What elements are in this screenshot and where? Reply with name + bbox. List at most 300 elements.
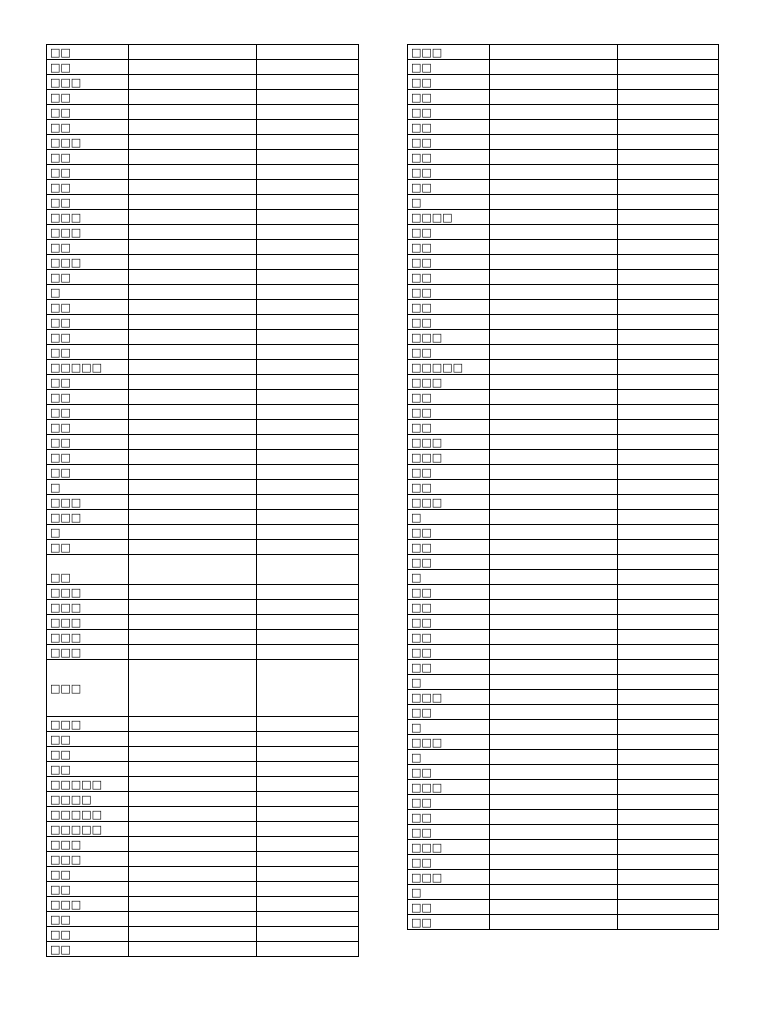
right-table-row-label: □□ [408, 420, 490, 435]
right-table-empty-cell [490, 795, 618, 810]
left-table-row-label: □□□□□ [47, 807, 129, 822]
right-table-empty-cell [618, 645, 719, 660]
right-table-row [408, 600, 719, 615]
right-table-row-label: □□ [408, 135, 490, 150]
right-table-empty-cell [490, 540, 618, 555]
right-table-empty-cell [618, 675, 719, 690]
left-table-empty-cell [257, 732, 359, 747]
right-table-empty-cell [618, 570, 719, 585]
right-table-row-label: □□ [408, 705, 490, 720]
left-table-empty-cell [129, 615, 257, 630]
left-table-empty-cell [257, 882, 359, 897]
right-table-row [408, 195, 719, 210]
left-table-empty-cell [129, 717, 257, 732]
right-table-empty-cell [618, 885, 719, 900]
right-table-row-label: □□ [408, 120, 490, 135]
right-table-empty-cell [618, 225, 719, 240]
right-table-row-label: □□□ [408, 495, 490, 510]
right-table-empty-cell [490, 765, 618, 780]
right-table-row [408, 360, 719, 375]
left-table-empty-cell [257, 405, 359, 420]
right-table-empty-cell [618, 120, 719, 135]
right-table-empty-cell [618, 525, 719, 540]
right-table-row-label: □ [408, 510, 490, 525]
right-table-row [408, 915, 719, 930]
left-table-empty-cell [129, 345, 257, 360]
left-table-empty-cell [257, 420, 359, 435]
left-table-row [47, 420, 359, 435]
left-table-empty-cell [257, 360, 359, 375]
left-table-row [47, 450, 359, 465]
right-table-row-label: □□ [408, 795, 490, 810]
left-table-row-label: □□ [47, 60, 129, 75]
right-table-empty-cell [490, 495, 618, 510]
right-table-empty-cell [618, 210, 719, 225]
right-table-row [408, 780, 719, 795]
right-table-row [408, 405, 719, 420]
left-table-row [47, 285, 359, 300]
left-table-empty-cell [257, 867, 359, 882]
left-table-row [47, 390, 359, 405]
right-table-row-label: □□ [408, 525, 490, 540]
right-table-row [408, 675, 719, 690]
right-table-empty-cell [490, 825, 618, 840]
left-table-row-label: □□□ [47, 660, 129, 717]
left-table-empty-cell [257, 75, 359, 90]
right-table-empty-cell [618, 915, 719, 930]
left-table-empty-cell [129, 942, 257, 957]
right-table-row-label: □□ [408, 285, 490, 300]
right-table-empty-cell [618, 795, 719, 810]
right-table-empty-cell [618, 420, 719, 435]
right-table-row [408, 465, 719, 480]
left-table-empty-cell [257, 495, 359, 510]
right-table-empty-cell [490, 840, 618, 855]
right-table-empty-cell [490, 240, 618, 255]
right-table-row [408, 270, 719, 285]
right-table-row-label: □□□ [408, 780, 490, 795]
right-table-row [408, 585, 719, 600]
left-table-row [47, 717, 359, 732]
right-table-empty-cell [618, 345, 719, 360]
right-table-empty-cell [618, 870, 719, 885]
right-table-row [408, 630, 719, 645]
right-table-empty-cell [490, 570, 618, 585]
left-table-empty-cell [129, 777, 257, 792]
right-table-row [408, 225, 719, 240]
left-table-empty-cell [129, 300, 257, 315]
left-table-row-label: □□□ [47, 852, 129, 867]
left-table-row [47, 777, 359, 792]
right-table-row-label: □□ [408, 255, 490, 270]
right-table-empty-cell [490, 420, 618, 435]
right-table-row [408, 420, 719, 435]
left-table-row-label: □□ [47, 747, 129, 762]
right-table-empty-cell [618, 285, 719, 300]
left-table-empty-cell [257, 390, 359, 405]
left-table-row-label: □□ [47, 45, 129, 60]
right-table-row-label: □□ [408, 615, 490, 630]
left-table-empty-cell [129, 165, 257, 180]
right-table-row-label: □□□ [408, 375, 490, 390]
right-table-row [408, 75, 719, 90]
left-table-empty-cell [129, 867, 257, 882]
left-table-empty-cell [129, 330, 257, 345]
right-table-empty-cell [618, 390, 719, 405]
left-table-row [47, 345, 359, 360]
left-table-empty-cell [257, 225, 359, 240]
right-table-empty-cell [618, 585, 719, 600]
right-table-empty-cell [490, 450, 618, 465]
right-table-row-label: □□ [408, 300, 490, 315]
left-table-empty-cell [257, 837, 359, 852]
left-table-row-label: □□□ [47, 630, 129, 645]
right-table-row [408, 705, 719, 720]
left-table-row-label: □□□□□ [47, 822, 129, 837]
right-table-empty-cell [618, 450, 719, 465]
right-table-row [408, 60, 719, 75]
right-table-body [408, 45, 719, 930]
left-table-empty-cell [257, 480, 359, 495]
right-table-row-label: □□□ [408, 330, 490, 345]
right-table-empty-cell [618, 840, 719, 855]
right-table-row-label: □□ [408, 180, 490, 195]
right-table-row [408, 480, 719, 495]
left-table-empty-cell [129, 525, 257, 540]
left-table-row-label: □□ [47, 105, 129, 120]
left-table-empty-cell [129, 600, 257, 615]
right-table-empty-cell [618, 705, 719, 720]
right-table-empty-cell [618, 315, 719, 330]
right-table-empty-cell [618, 150, 719, 165]
right-table-row-label: □□ [408, 600, 490, 615]
left-table-empty-cell [257, 897, 359, 912]
right-table-empty-cell [618, 435, 719, 450]
left-table-row [47, 822, 359, 837]
right-table-row-label: □□□ [408, 840, 490, 855]
right-table-row-label: □□ [408, 585, 490, 600]
right-table-row-label: □□□ [408, 735, 490, 750]
left-table-row [47, 585, 359, 600]
left-table-empty-cell [257, 135, 359, 150]
left-table-row [47, 360, 359, 375]
left-table-row-label: □□□ [47, 255, 129, 270]
left-table-empty-cell [129, 450, 257, 465]
left-table-empty-cell [129, 420, 257, 435]
right-table-empty-cell [490, 360, 618, 375]
left-table-row-label: □□□ [47, 645, 129, 660]
right-table-row [408, 495, 719, 510]
left-table-empty-cell [257, 630, 359, 645]
right-table-row [408, 795, 719, 810]
right-table-row-label: □□ [408, 810, 490, 825]
left-table-row-label: □ [47, 525, 129, 540]
left-table-empty-cell [257, 210, 359, 225]
left-table-row [47, 60, 359, 75]
left-table-empty-cell [257, 285, 359, 300]
left-table-empty-cell [129, 120, 257, 135]
left-table-row-label: □□ [47, 465, 129, 480]
left-table-empty-cell [129, 150, 257, 165]
right-table-empty-cell [618, 105, 719, 120]
left-table-row-label: □□ [47, 300, 129, 315]
right-table-row [408, 345, 719, 360]
left-table-empty-cell [257, 717, 359, 732]
left-table-row-label: □□□ [47, 210, 129, 225]
left-table-empty-cell [257, 660, 359, 717]
left-table-row [47, 270, 359, 285]
left-table-row-label: □□ [47, 762, 129, 777]
right-table-empty-cell [490, 915, 618, 930]
left-table-empty-cell [257, 510, 359, 525]
right-table-empty-cell [618, 900, 719, 915]
left-table-row [47, 135, 359, 150]
right-table-empty-cell [618, 510, 719, 525]
left-table-row-label: □□ [47, 450, 129, 465]
left-table-row [47, 105, 359, 120]
right-table-empty-cell [618, 330, 719, 345]
left-table-empty-cell [257, 942, 359, 957]
right-table-empty-cell [490, 60, 618, 75]
left-table-row-label: □□ [47, 732, 129, 747]
left-table-row-label: □ [47, 285, 129, 300]
right-table-row-label: □□ [408, 630, 490, 645]
left-table-row-label: □□□ [47, 615, 129, 630]
left-table-row-label: □□□ [47, 600, 129, 615]
right-table-empty-cell [490, 750, 618, 765]
left-table-empty-cell [129, 852, 257, 867]
left-table-empty-cell [129, 360, 257, 375]
right-table-row [408, 435, 719, 450]
left-table-empty-cell [257, 792, 359, 807]
right-table-row [408, 150, 719, 165]
left-table-empty-cell [129, 180, 257, 195]
left-table-row-label: □□ [47, 165, 129, 180]
left-table-empty-cell [257, 555, 359, 585]
left-table-row [47, 465, 359, 480]
left-table-row-label: □□ [47, 390, 129, 405]
left-table-row [47, 90, 359, 105]
left-table-empty-cell [257, 807, 359, 822]
right-table-row-label: □□ [408, 645, 490, 660]
left-table-row-label: □□□ [47, 510, 129, 525]
right-table-row [408, 105, 719, 120]
right-table-empty-cell [490, 225, 618, 240]
right-table-empty-cell [490, 780, 618, 795]
left-table-row [47, 300, 359, 315]
left-table-row [47, 240, 359, 255]
left-table-empty-cell [257, 60, 359, 75]
left-table-empty-cell [129, 882, 257, 897]
right-table-row [408, 210, 719, 225]
right-table-row [408, 375, 719, 390]
right-table-row-label: □□ [408, 60, 490, 75]
right-table-empty-cell [618, 735, 719, 750]
left-table-row-label: □□□□□ [47, 777, 129, 792]
left-table-empty-cell [257, 150, 359, 165]
right-table-row [408, 690, 719, 705]
right-table-row-label: □□□ [408, 870, 490, 885]
right-table-row-label: □□ [408, 900, 490, 915]
right-table-empty-cell [618, 495, 719, 510]
right-table-empty-cell [618, 405, 719, 420]
left-table-row-label: □□ [47, 375, 129, 390]
right-table-row-label: □□ [408, 105, 490, 120]
left-table-empty-cell [129, 255, 257, 270]
left-table-row [47, 180, 359, 195]
right-table-empty-cell [490, 270, 618, 285]
left-table-row [47, 645, 359, 660]
right-table-empty-cell [618, 765, 719, 780]
right-table-row-label: □□ [408, 465, 490, 480]
right-table-empty-cell [490, 90, 618, 105]
left-table-row-label: □□ [47, 555, 129, 585]
left-table-empty-cell [257, 195, 359, 210]
left-table-row-label: □□□ [47, 135, 129, 150]
right-table-empty-cell [490, 555, 618, 570]
left-table-row [47, 807, 359, 822]
left-table-empty-cell [129, 225, 257, 240]
right-table-empty-cell [618, 540, 719, 555]
left-table-row [47, 75, 359, 90]
right-table-row-label: □□ [408, 855, 490, 870]
left-table-empty-cell [129, 75, 257, 90]
right-table-row-label: □□ [408, 660, 490, 675]
right-table-row [408, 180, 719, 195]
left-table-row-label: □□ [47, 927, 129, 942]
right-table-empty-cell [618, 45, 719, 60]
right-table-empty-cell [490, 720, 618, 735]
left-table-empty-cell [129, 390, 257, 405]
left-table-row [47, 120, 359, 135]
left-table-row-label: □□ [47, 150, 129, 165]
left-table-empty-cell [257, 120, 359, 135]
right-table-empty-cell [490, 285, 618, 300]
right-table-empty-cell [490, 105, 618, 120]
right-table-row-label: □□ [408, 315, 490, 330]
right-table-row [408, 315, 719, 330]
left-table-row-label: □ [47, 480, 129, 495]
right-table-row-label: □□□□□ [408, 360, 490, 375]
right-table-row [408, 735, 719, 750]
left-table-empty-cell [129, 270, 257, 285]
right-table-row [408, 525, 719, 540]
left-table-empty-cell [129, 240, 257, 255]
left-table-empty-cell [129, 480, 257, 495]
right-table-row-label: □ [408, 195, 490, 210]
right-table-empty-cell [490, 45, 618, 60]
right-table-empty-cell [618, 270, 719, 285]
right-table-empty-cell [490, 510, 618, 525]
left-table-empty-cell [257, 600, 359, 615]
right-table-empty-cell [618, 480, 719, 495]
right-table-empty-cell [618, 465, 719, 480]
right-table-empty-cell [618, 855, 719, 870]
right-table-empty-cell [618, 240, 719, 255]
right-table-empty-cell [490, 135, 618, 150]
left-table-row [47, 912, 359, 927]
left-table-empty-cell [257, 105, 359, 120]
right-table-empty-cell [618, 165, 719, 180]
right-table-row [408, 450, 719, 465]
left-table-empty-cell [129, 660, 257, 717]
left-table-empty-cell [257, 912, 359, 927]
right-table-empty-cell [618, 720, 719, 735]
right-table-row [408, 390, 719, 405]
left-table-empty-cell [129, 645, 257, 660]
left-table-row [47, 405, 359, 420]
left-table-empty-cell [257, 45, 359, 60]
right-table-empty-cell [490, 180, 618, 195]
right-table-row-label: □□ [408, 480, 490, 495]
left-table-empty-cell [257, 822, 359, 837]
right-table-empty-cell [490, 165, 618, 180]
right-table-empty-cell [618, 180, 719, 195]
left-table-row-label: □□ [47, 120, 129, 135]
left-table-empty-cell [129, 837, 257, 852]
left-table-empty-cell [257, 540, 359, 555]
left-table-empty-cell [257, 762, 359, 777]
left-table-empty-cell [129, 792, 257, 807]
right-table-empty-cell [490, 855, 618, 870]
left-table-row [47, 882, 359, 897]
right-table-row [408, 255, 719, 270]
left-table-row-label: □□ [47, 270, 129, 285]
right-table-row-label: □□ [408, 825, 490, 840]
left-table-empty-cell [257, 435, 359, 450]
right-table-row-label: □□ [408, 75, 490, 90]
right-table-empty-cell [618, 195, 719, 210]
left-table-row-label: □□ [47, 195, 129, 210]
right-table-row-label: □□ [408, 765, 490, 780]
left-table-row [47, 195, 359, 210]
left-table-row-label: □□ [47, 405, 129, 420]
left-table-row [47, 897, 359, 912]
left-table-row [47, 315, 359, 330]
left-table-empty-cell [257, 90, 359, 105]
right-table-row-label: □□ [408, 270, 490, 285]
left-table-empty-cell [257, 777, 359, 792]
left-table-row [47, 150, 359, 165]
right-table-empty-cell [618, 75, 719, 90]
right-table [407, 44, 719, 930]
left-table-empty-cell [129, 45, 257, 60]
right-table-empty-cell [490, 375, 618, 390]
right-table-empty-cell [490, 660, 618, 675]
left-table-empty-cell [129, 375, 257, 390]
left-table-row-label: □□□□ [47, 792, 129, 807]
left-table-empty-cell [129, 927, 257, 942]
left-table-row-label: □□□ [47, 225, 129, 240]
right-table-empty-cell [490, 600, 618, 615]
left-table-empty-cell [129, 807, 257, 822]
right-table-row [408, 510, 719, 525]
right-table-row [408, 660, 719, 675]
right-table-row [408, 810, 719, 825]
right-table-empty-cell [490, 315, 618, 330]
left-table-empty-cell [129, 105, 257, 120]
right-table-empty-cell [490, 675, 618, 690]
right-table-empty-cell [490, 810, 618, 825]
left-table-row [47, 942, 359, 957]
left-table-empty-cell [129, 630, 257, 645]
left-table-empty-cell [257, 585, 359, 600]
right-table-row-label: □□ [408, 150, 490, 165]
left-table-empty-cell [257, 345, 359, 360]
right-table-empty-cell [490, 405, 618, 420]
left-table-row-label: □□□ [47, 837, 129, 852]
left-table-empty-cell [257, 645, 359, 660]
